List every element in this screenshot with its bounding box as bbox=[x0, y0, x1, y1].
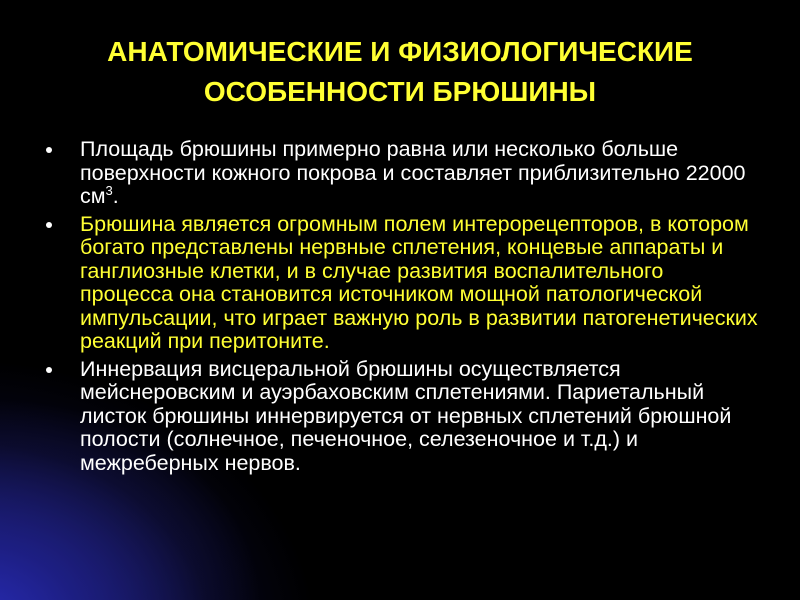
bullet-text-area-suffix: . bbox=[112, 184, 119, 208]
bullet-text-area bbox=[80, 138, 760, 209]
bullet-text-area-superscript: 3 bbox=[105, 182, 113, 198]
slide-title-line-2: ОСОБЕННОСТИ БРЮШИНЫ bbox=[203, 76, 597, 107]
bullet-dot-icon bbox=[46, 367, 52, 373]
slide-title bbox=[0, 32, 800, 112]
bullet-text-interoreceptors: Брюшина является огромным полем интерорецепторов, в котором богато представлены нервные сплетения, концевые аппараты и ганглиозные клетки, и в случае развития воспалительного процесса она становится источником мощной патологической импульсации, что играет важную роль в развитии патогенетических реакций при перитоните. bbox=[80, 211, 758, 353]
bullet-text-area-main: Площадь брюшины примерно равна или несколько больше поверхности кожного покрова и составляет приблизительно 22000 см bbox=[80, 137, 746, 208]
bullet-dot-icon bbox=[46, 147, 52, 153]
bullet-item-innervation bbox=[44, 358, 760, 476]
bullet-item-interoreceptors bbox=[44, 213, 760, 354]
bullet-dot-icon bbox=[46, 222, 52, 228]
bullet-item-area bbox=[44, 138, 760, 209]
bullet-text-innervation: Иннервация висцеральной брюшины осуществляется мейснеровским и ауэрбаховским сплетениями. Париетальный листок брюшины иннервируется от нервных сплетений брюшной полости (солнечное, печеночное, селезеночное и т.д.) и межреберных нервов. bbox=[80, 356, 732, 475]
bullet-list bbox=[44, 138, 760, 479]
slide-title-line-1: АНАТОМИЧЕСКИЕ И ФИЗИОЛОГИЧЕСКИЕ bbox=[107, 36, 693, 67]
